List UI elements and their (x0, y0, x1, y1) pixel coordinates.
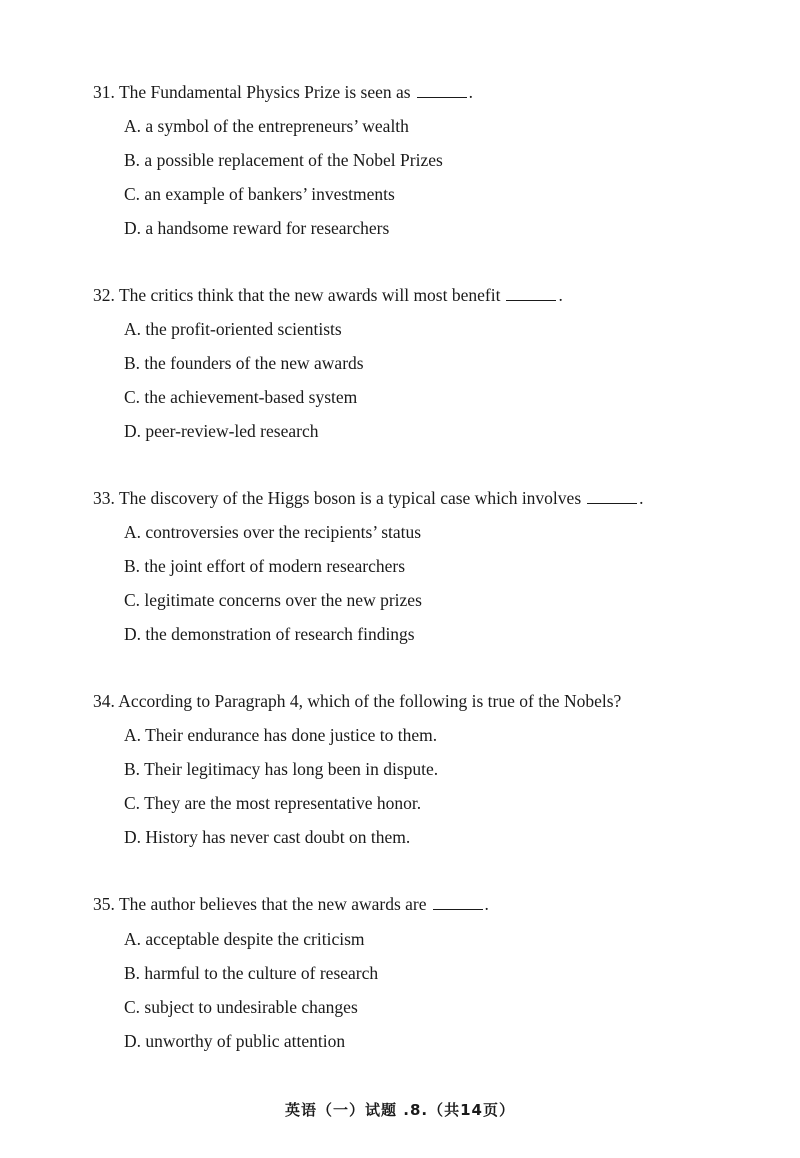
question-stem (93, 82, 473, 102)
option-d: D. a handsome reward for researchers (124, 218, 390, 238)
option-a: A. Their endurance has done justice to them. (124, 725, 438, 745)
question-stem (93, 285, 563, 305)
answer-blank (506, 286, 556, 301)
option-b: B. a possible replacement of the Nobel Prizes (124, 150, 443, 170)
option-c: C. legitimate concerns over the new prizes (124, 590, 422, 610)
question-number: 34. (93, 691, 115, 711)
option-d: D. the demonstration of research findings (124, 624, 415, 644)
option-b: B. Their legitimacy has long been in dispute. (124, 759, 439, 779)
answer-blank (587, 489, 637, 504)
question-end: . (639, 488, 644, 508)
question-stem (93, 894, 489, 914)
question-stem (93, 488, 644, 508)
option-a: A. a symbol of the entrepreneurs’ wealth (124, 116, 409, 136)
option-c: C. an example of bankers’ investments (124, 184, 395, 204)
option-d: D. unworthy of public attention (124, 1031, 346, 1051)
question-end: . (484, 894, 489, 914)
page-footer: 英语（一）试题 .8.（共14页） (285, 1101, 515, 1119)
option-c: C. They are the most representative honor. (124, 793, 422, 813)
answer-blank (417, 83, 467, 98)
option-b: B. the joint effort of modern researchers (124, 556, 406, 576)
option-b: B. the founders of the new awards (124, 353, 364, 373)
question-number: 31. (93, 82, 115, 102)
question-text: The critics think that the new awards will most benefit (118, 285, 501, 305)
question-end: . (468, 82, 473, 102)
option-a: A. acceptable despite the criticism (124, 929, 365, 949)
option-d: D. History has never cast doubt on them. (124, 827, 411, 847)
option-c: C. subject to undesirable changes (124, 997, 358, 1017)
question-end: . (558, 285, 563, 305)
question-number: 35. (93, 894, 115, 914)
option-a: A. the profit-oriented scientists (124, 319, 342, 339)
question-stem (93, 691, 621, 711)
answer-blank (433, 895, 483, 910)
option-b: B. harmful to the culture of research (124, 963, 379, 983)
option-a: A. controversies over the recipients’ status (124, 522, 422, 542)
question-text: The author believes that the new awards are (118, 894, 427, 914)
question-number: 33. (93, 488, 115, 508)
question-text: The discovery of the Higgs boson is a typical case which involves (118, 488, 582, 508)
question-text: The Fundamental Physics Prize is seen as (118, 82, 411, 102)
question-text: According to Paragraph 4, which of the following is true of the Nobels? (118, 691, 622, 711)
option-d: D. peer-review-led research (124, 421, 319, 441)
question-number: 32. (93, 285, 115, 305)
option-c: C. the achievement-based system (124, 387, 358, 407)
